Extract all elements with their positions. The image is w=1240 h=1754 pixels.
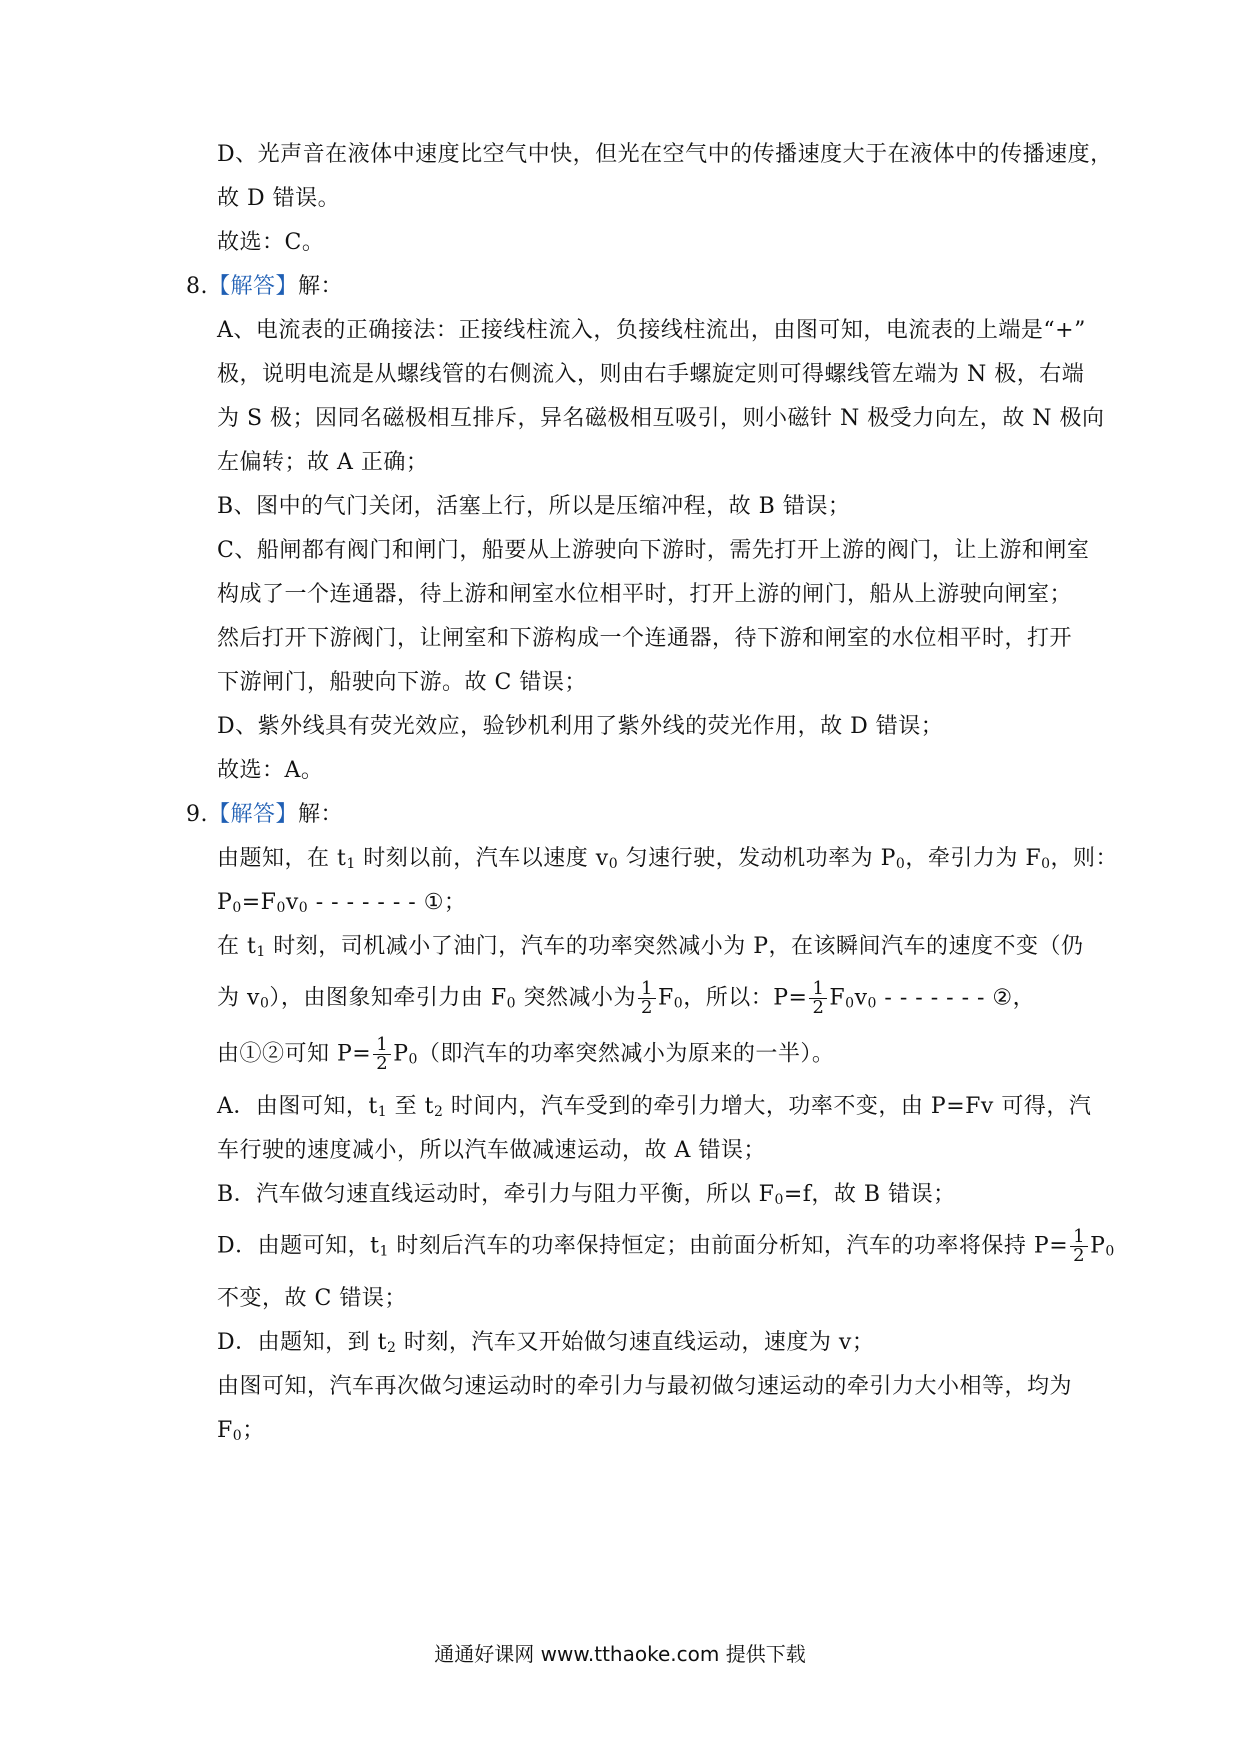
question-9-header: 9.【解答】解： <box>186 802 344 827</box>
text-line: D、紫外线具有荧光效应，验钞机利用了紫外线的荧光作用，故 D 错误； <box>217 714 944 739</box>
text-line: 下游闸门，船驶向下游。故 C 错误； <box>217 670 587 695</box>
answer-tag: 【解答】 <box>208 274 299 299</box>
text-line: 在 $t_1$ 时刻，司机减小了油门，汽车的功率突然减小为 P，在该瞬间汽车的速度不变（仍 <box>217 934 1084 960</box>
text-line: A．由图可知，$t_1$ 至 $t_2$ 时间内，汽车受到的牵引力增大，功率不变，由 P=Fv 可得，汽 <box>217 1094 1092 1120</box>
answer-tag: 【解答】 <box>208 802 299 827</box>
text-line: D．由题知，到 $t_2$ 时刻，汽车又开始做匀速直线运动，速度为 v； <box>217 1330 875 1356</box>
text-line: 不变，故 C 错误； <box>217 1286 407 1311</box>
text-line: 为 S 极；因同名磁极相互排斥，异名磁极相互吸引，则小磁针 N 极受力向左，故 N 极向 <box>217 406 1105 431</box>
text-line: 构成了一个连通器，待上游和闸室水位相平时，打开上游的闸门，船从上游驶向闸室； <box>217 582 1073 607</box>
equation-1: $P_0=F_0v_0$ - - - - - - - ①； <box>217 890 467 916</box>
text-line: 由题知，在 $t_1$ 时刻以前，汽车以速度 $v_0$ 匀速行驶，发动机功率为 $P_0$，牵引力为 $F_0$，则： <box>217 846 1119 872</box>
text-line: C、船闸都有阀门和闸门，船要从上游驶向下游时，需先打开上游的阀门，让上游和闸室 <box>217 538 1090 563</box>
fraction: $\frac{1}{2}$ <box>809 980 827 1017</box>
footer-watermark: 通通好课网 www.tthaoke.com 提供下载 <box>434 1642 806 1666</box>
fraction: $\frac{1}{2}$ <box>638 980 656 1017</box>
text-line: D、光声音在液体中速度比空气中快，但光在空气中的传播速度大于在液体中的传播速度， <box>217 142 1113 167</box>
question-8-header: 8.【解答】解： <box>186 274 344 299</box>
text-line: 车行驶的速度减小，所以汽车做减速运动，故 A 错误； <box>217 1138 766 1163</box>
text-line: B．汽车做匀速直线运动时，牵引力与阻力平衡，所以 $F_0=f$，故 B 错误； <box>217 1182 956 1208</box>
fraction: $\frac{1}{2}$ <box>1070 1228 1088 1265</box>
text-line: 故选：A。 <box>217 758 324 783</box>
text-line: $F_0$； <box>217 1418 265 1444</box>
text-line: D．由题可知，$t_1$ 时刻后汽车的功率保持恒定；由前面分析知，汽车的功率将保持 P= $\frac{1}{2}$ $P_0$ <box>217 1226 1115 1266</box>
text-line: 故 D 错误。 <box>217 186 341 211</box>
text-line: 左偏转；故 A 正确； <box>217 450 429 475</box>
text-line: 然后打开下游阀门，让闸室和下游构成一个连通器，待下游和闸室的水位相平时，打开 <box>217 626 1073 651</box>
fraction: $\frac{1}{2}$ <box>373 1036 391 1073</box>
text-line: 由①②可知 P= $\frac{1}{2}$ $P_0$（即汽车的功率突然减小为原来的一半）。 <box>217 1034 835 1074</box>
text-line: B、图中的气门关闭，活塞上行，所以是压缩冲程，故 B 错误； <box>217 494 851 519</box>
text-line: A、电流表的正确接法：正接线柱流入，负接线柱流出，由图可知，电流表的上端是“+” <box>217 318 1086 343</box>
text-line: 故选：C。 <box>217 230 325 255</box>
equation-2: 为 $v_0$），由图象知牵引力由 $F_0$ 突然减小为 $\frac{1}{2}$ $F_0$，所以：P= $\frac{1}{2}$ $F_0v_0$ - - - - - - - ②， <box>217 978 1036 1018</box>
text-line: 极，说明电流是从螺线管的右侧流入，则由右手螺旋定则可得螺线管左端为 N 极，右端 <box>217 362 1085 387</box>
text-line: 由图可知，汽车再次做匀速运动时的牵引力与最初做匀速运动的牵引力大小相等，均为 <box>217 1374 1073 1399</box>
